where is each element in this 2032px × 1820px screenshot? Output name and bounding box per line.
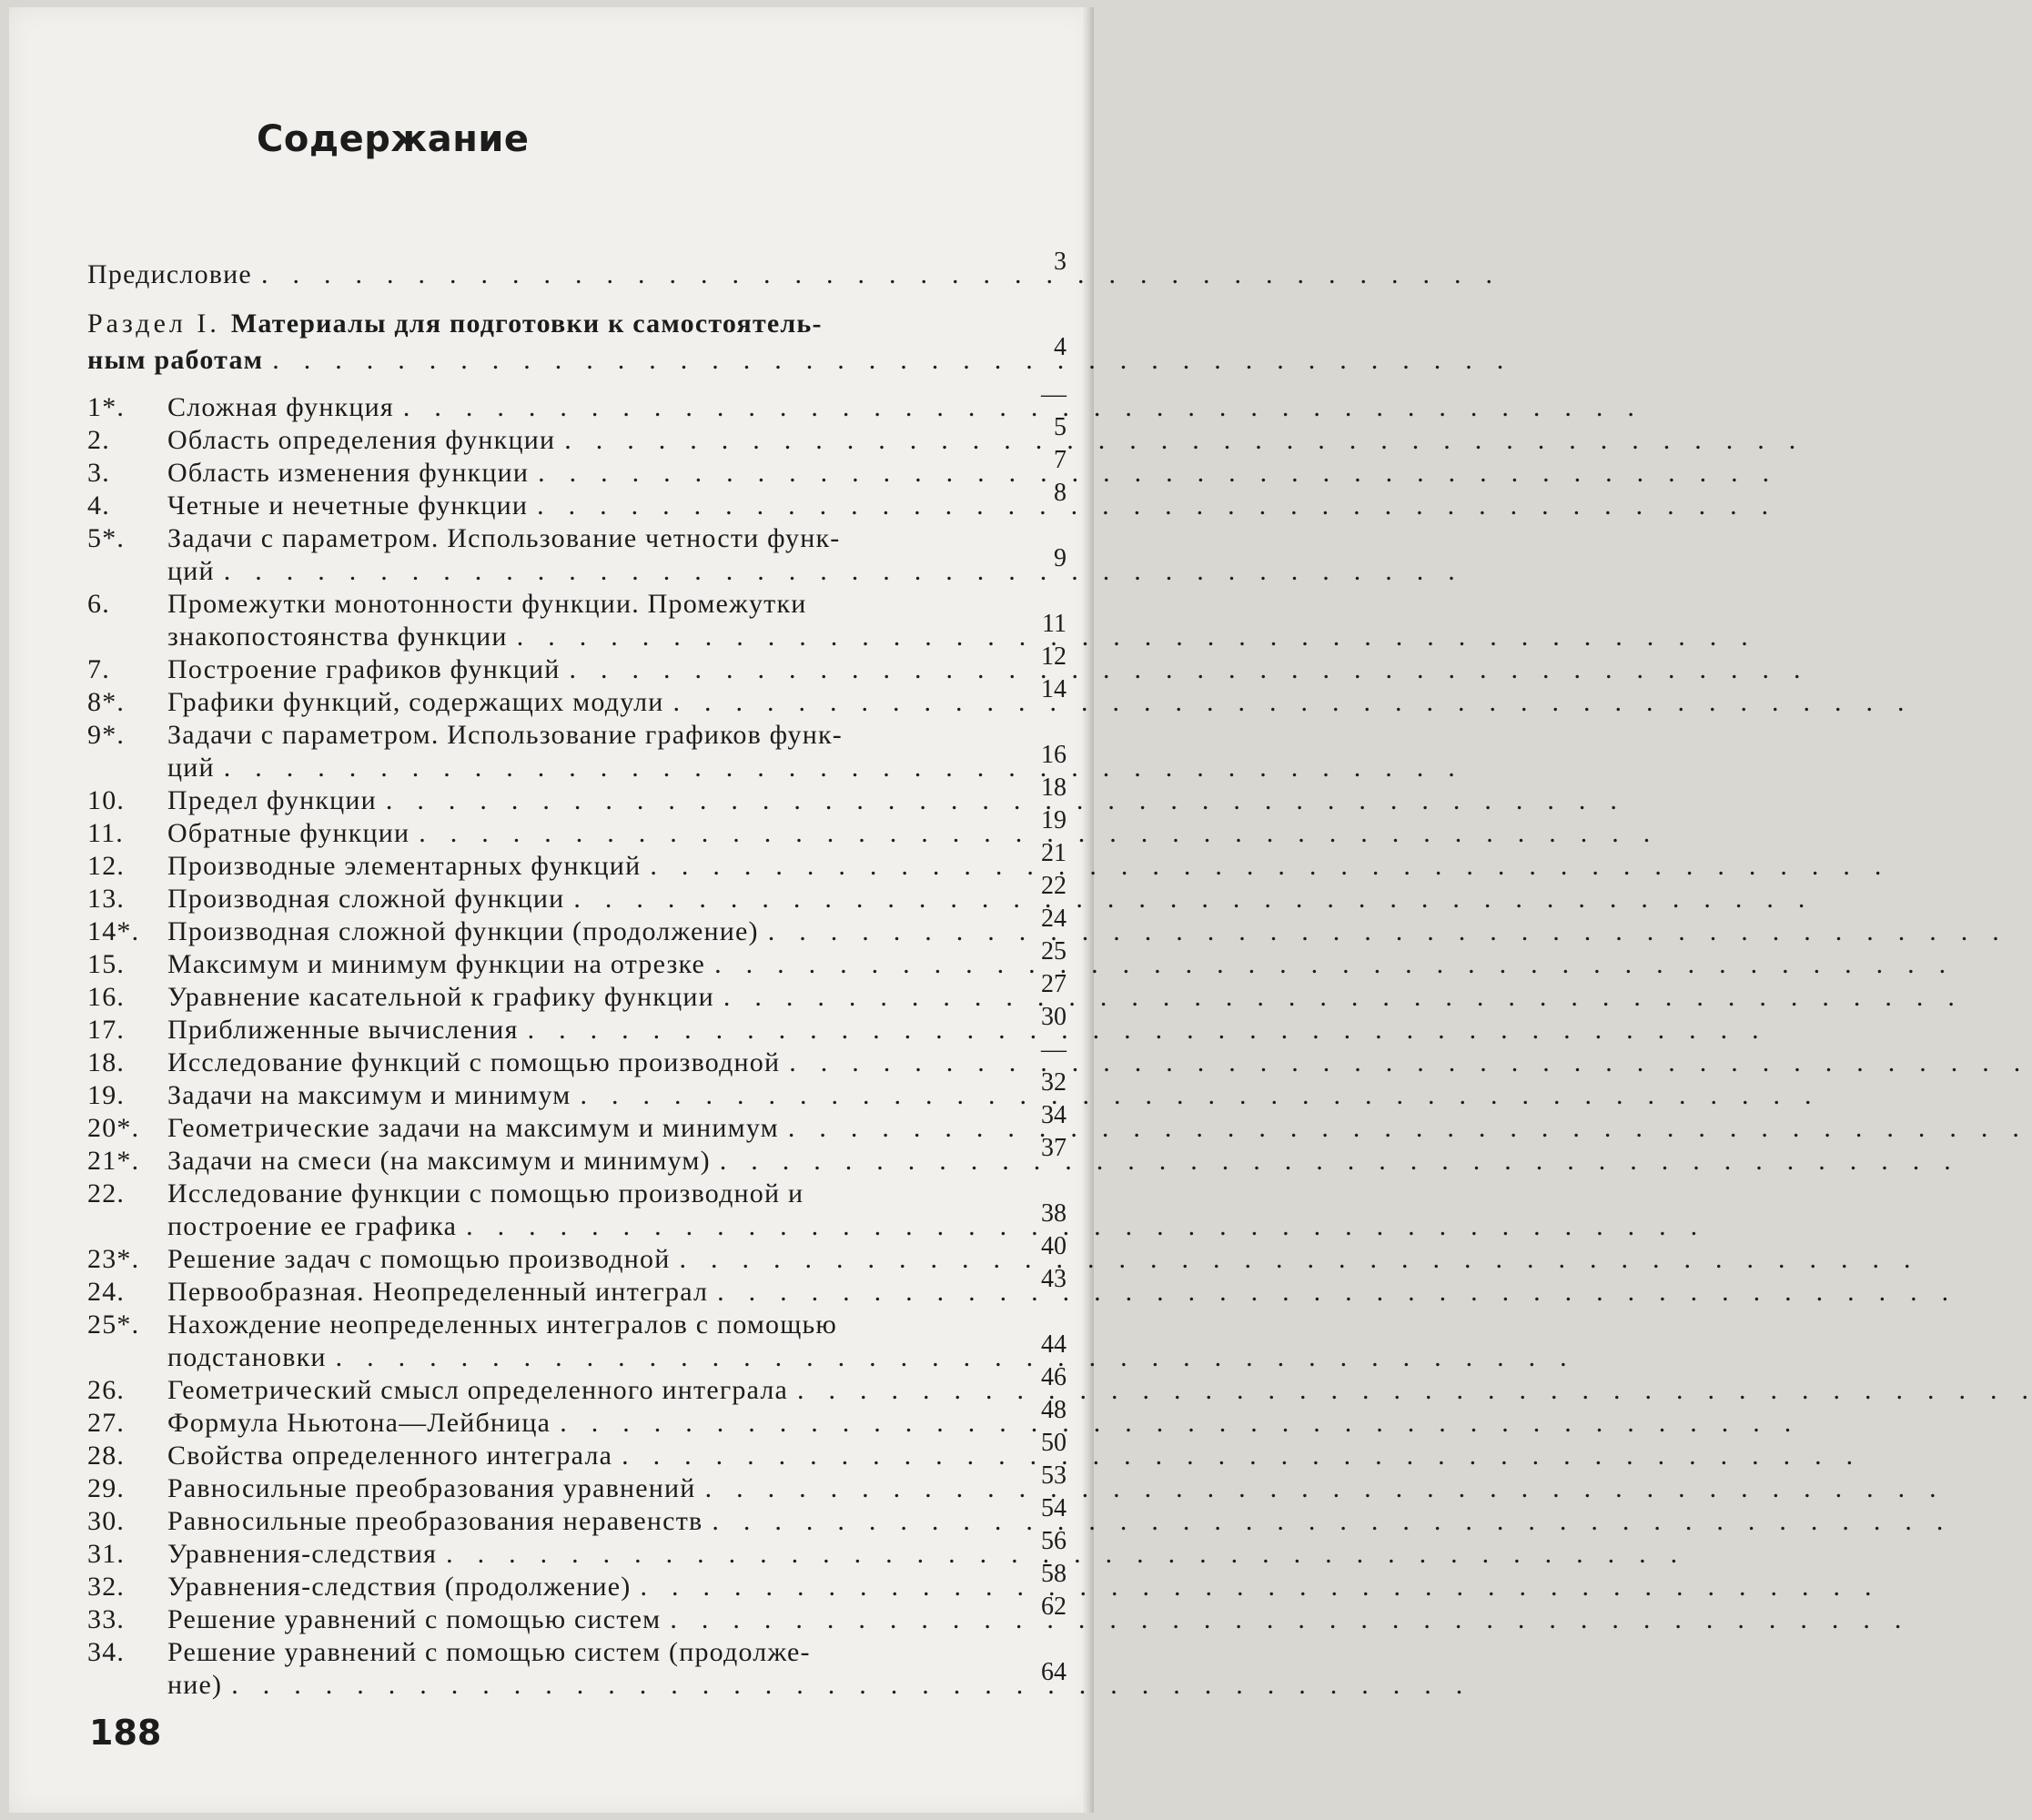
- toc-leader-dots: [631, 1571, 985, 1603]
- toc-entry-text: Решение уравнений с помощью систем: [167, 1604, 662, 1634]
- toc-entry-text: Исследование функций с помощью производной: [167, 1047, 781, 1077]
- toc-page-ref: 8: [1054, 479, 1067, 507]
- toc-entry-number: 14*.: [87, 916, 140, 946]
- toc-leader-dots: [703, 1505, 985, 1538]
- toc-entry-number: 22.: [87, 1178, 126, 1208]
- toc-entry-text: Нахождение неопределенных интегралов с помощью: [167, 1309, 838, 1340]
- toc-entry-number: 1*.: [87, 392, 126, 422]
- toc-entry-text: Задачи на смеси (на максимум и минимум): [167, 1146, 711, 1176]
- toc-entry-text: построение ее графика: [167, 1211, 458, 1241]
- toc-leader-dots: [551, 1407, 985, 1440]
- toc-leader-dots: [708, 1276, 985, 1309]
- toc-page-ref: 18: [1041, 774, 1067, 802]
- toc-entry-text: Четные и нечетные функции: [167, 490, 529, 521]
- toc-page-ref: 32: [1041, 1068, 1067, 1097]
- toc-page-ref: —: [1041, 380, 1067, 409]
- toc-entry-text: Задачи с параметром. Использование графиков функ-: [167, 720, 843, 750]
- toc-entry-number: 25*.: [87, 1309, 140, 1340]
- page-title: Содержание: [257, 118, 530, 160]
- toc-page-ref: 3: [1054, 248, 1067, 276]
- toc-entry-text: Исследование функции с помощью производной и: [167, 1178, 804, 1208]
- toc-page-ref: 48: [1041, 1396, 1067, 1424]
- toc-entry-number: 2.: [87, 425, 110, 455]
- toc-page-ref: 19: [1041, 806, 1067, 834]
- toc-leader-dots: [564, 883, 985, 915]
- toc-entry-number: 13.: [87, 884, 126, 914]
- toc-leader-dots: [327, 1341, 985, 1374]
- toc-page-ref: 56: [1041, 1527, 1067, 1555]
- toc-page-ref: 16: [1041, 741, 1067, 769]
- toc-page-ref: 54: [1041, 1494, 1067, 1522]
- toc-leader-dots: [661, 1603, 985, 1636]
- toc-entry: [87, 981, 985, 1014]
- toc-leader-dots: [377, 784, 985, 817]
- toc-entry-text: Уравнение касательной к графику функции: [167, 982, 714, 1012]
- toc-entry: [87, 1440, 985, 1472]
- toc-entry: [87, 391, 985, 424]
- toc-entry-number: 18.: [87, 1047, 126, 1077]
- toc-page-ref: 24: [1041, 905, 1067, 933]
- toc-entry-text: Предел функции: [167, 785, 377, 815]
- toc-entry-number: 5*.: [87, 523, 126, 553]
- toc-page-ref: 44: [1041, 1330, 1067, 1359]
- toc-leader-dots: [528, 490, 985, 522]
- table-of-contents: [9, 7, 1094, 1813]
- section-title: Материалы для подготовки к самостоятель-: [230, 308, 823, 339]
- toc-entry: [87, 850, 985, 883]
- toc-entry-number: 31.: [87, 1539, 126, 1569]
- toc-page-ref: 21: [1041, 839, 1067, 867]
- toc-entry-number: 9*.: [87, 720, 126, 750]
- toc-entry-text: ций: [167, 753, 215, 783]
- toc-page-ref: 62: [1041, 1592, 1067, 1621]
- toc-line-intro: [87, 258, 985, 291]
- toc-entry: [87, 1505, 985, 1538]
- toc-leader-dots: [714, 981, 985, 1014]
- toc-leader-dots: [519, 1014, 985, 1046]
- toc-page-ref: 53: [1041, 1461, 1067, 1490]
- toc-entry: [87, 1210, 985, 1243]
- toc-entry-number: 7.: [87, 654, 110, 684]
- toc-section-line-1: [87, 308, 985, 340]
- toc-leader-dots: [561, 653, 985, 686]
- toc-entry: [87, 1014, 985, 1046]
- toc-entry: [87, 1472, 985, 1505]
- toc-leader-dots: [670, 1243, 985, 1276]
- toc-page-ref: 22: [1041, 872, 1067, 900]
- section-title-cont: ным работам: [87, 345, 264, 375]
- toc-leader-dots: [457, 1210, 985, 1243]
- toc-entry: [87, 817, 985, 850]
- toc-page-ref: 9: [1054, 544, 1067, 572]
- toc-entry-text: Решение уравнений с помощью систем (продолже-: [167, 1637, 811, 1667]
- section-prefix: Раздел I.: [87, 308, 220, 339]
- toc-entry-text: Промежутки монотонности функции. Промежутки: [167, 589, 807, 619]
- toc-page-ref: 14: [1041, 675, 1067, 703]
- toc-entry-text: Формула Ньютона—Лейбница: [167, 1408, 551, 1438]
- toc-entry: [87, 1079, 985, 1112]
- toc-entry: [87, 1145, 985, 1178]
- toc-entry-number: 24.: [87, 1277, 126, 1307]
- toc-page-ref: 5: [1054, 413, 1067, 441]
- toc-entry-number: 3.: [87, 458, 110, 488]
- toc-entry-text: ций: [167, 556, 215, 586]
- toc-entry-number: 15.: [87, 949, 126, 979]
- toc-entry-text: Решение задач с помощью производной: [167, 1244, 671, 1274]
- toc-entry-text: Обратные функции: [167, 818, 410, 848]
- toc-entry-number: 21*.: [87, 1146, 140, 1176]
- toc-entry-number: 10.: [87, 785, 126, 815]
- toc-entry-text: Приближенные вычисления: [167, 1015, 519, 1045]
- toc-entry-number: 16.: [87, 982, 126, 1012]
- toc-entry: [87, 424, 985, 457]
- toc-entry-number: 12.: [87, 851, 126, 881]
- toc-entry-text: Производные элементарных функций: [167, 851, 642, 881]
- toc-entry: [87, 784, 985, 817]
- toc-entry: [87, 555, 985, 588]
- toc-page-ref: 4: [1054, 333, 1067, 361]
- toc-leader-dots: [437, 1538, 985, 1571]
- toc-entry: [87, 752, 985, 784]
- toc-leader-dots: [263, 344, 985, 377]
- toc-entry: [87, 1178, 985, 1210]
- toc-entry-number: 20*.: [87, 1113, 140, 1143]
- toc-entry-text: знакопостоянства функции: [167, 622, 508, 652]
- toc-entry: [87, 1374, 985, 1407]
- toc-entry-number: 8*.: [87, 687, 126, 717]
- toc-page-ref: 50: [1041, 1429, 1067, 1457]
- toc-entry-number: 33.: [87, 1604, 126, 1634]
- toc-entry-number: 19.: [87, 1080, 126, 1110]
- toc-leader-dots: [612, 1440, 985, 1472]
- toc-leader-dots: [508, 621, 985, 653]
- page-number: 188: [89, 1713, 162, 1753]
- toc-leader-dots: [222, 1669, 985, 1702]
- toc-page-ref: 12: [1041, 642, 1067, 671]
- toc-entry: [87, 1046, 985, 1079]
- toc-leader-dots: [252, 258, 985, 291]
- toc-leader-dots: [555, 424, 985, 457]
- toc-page-ref: 11: [1042, 610, 1067, 638]
- toc-entry: [87, 1636, 985, 1669]
- toc-entry: [87, 457, 985, 490]
- toc-entry: [87, 1341, 985, 1374]
- toc-leader-dots: [711, 1145, 985, 1178]
- toc-entry-text: Геометрический смысл определенного интеграла: [167, 1375, 789, 1405]
- toc-entry-number: 17.: [87, 1015, 126, 1045]
- toc-entry-text: Уравнения-следствия: [167, 1539, 438, 1569]
- toc-page-ref: 30: [1041, 1003, 1067, 1031]
- toc-page-ref: 46: [1041, 1363, 1067, 1391]
- toc-page-ref: 40: [1041, 1232, 1067, 1260]
- toc-entry-text: Максимум и минимум функции на отрезке: [167, 949, 706, 979]
- toc-entry-text: Сложная функция: [167, 392, 394, 422]
- toc-leader-dots: [394, 391, 985, 424]
- toc-entry-text: Область определения функции: [167, 425, 556, 455]
- toc-entry-text: Равносильные преобразования неравенств: [167, 1506, 703, 1536]
- toc-entry-text: Построение графиков функций: [167, 654, 561, 684]
- toc-page-ref: 64: [1041, 1658, 1067, 1686]
- toc-entry-text: Производная сложной функции: [167, 884, 565, 914]
- toc-leader-dots: [664, 686, 986, 719]
- toc-entry-number: 28.: [87, 1441, 126, 1471]
- toc-entry-text: ние): [167, 1670, 223, 1700]
- toc-leader-dots: [529, 457, 985, 490]
- toc-leader-dots: [571, 1079, 985, 1112]
- toc-entry-text: подстановки: [167, 1342, 327, 1372]
- toc-entry-number: 29.: [87, 1473, 126, 1503]
- toc-entry: [87, 621, 985, 653]
- toc-leader-dots: [215, 752, 985, 784]
- toc-entry: [87, 1669, 985, 1702]
- toc-entry: [87, 1276, 985, 1309]
- toc-page-ref: 25: [1041, 937, 1067, 966]
- toc-leader-dots: [759, 915, 985, 948]
- toc-entry: [87, 1603, 985, 1636]
- toc-entry-text: Уравнения-следствия (продолжение): [167, 1572, 632, 1602]
- toc-page-ref: 58: [1041, 1560, 1067, 1588]
- toc-entry: [87, 883, 985, 915]
- toc-entry-number: 26.: [87, 1375, 126, 1405]
- toc-entry-number: 4.: [87, 490, 110, 521]
- toc-entry-text: Область изменения функции: [167, 458, 530, 488]
- toc-entry: [87, 1243, 985, 1276]
- toc-entry: [87, 1407, 985, 1440]
- toc-section-line-2: [87, 344, 985, 377]
- toc-entry-text: Производная сложной функции (продолжение): [167, 916, 759, 946]
- toc-entry-text: Первообразная. Неопределенный интеграл: [167, 1277, 709, 1307]
- toc-entry-number: 34.: [87, 1637, 126, 1667]
- toc-entry: [87, 522, 985, 555]
- toc-leader-dots: [779, 1112, 985, 1145]
- toc-entry-number: 23*.: [87, 1244, 140, 1274]
- toc-entry-text: Геометрические задачи на максимум и минимум: [167, 1113, 779, 1143]
- toc-entry: [87, 686, 985, 719]
- toc-entry: [87, 653, 985, 686]
- toc-page-ref: 43: [1041, 1265, 1067, 1293]
- toc-entry: [87, 1571, 985, 1603]
- toc-entry: [87, 915, 985, 948]
- toc-entry: [87, 1538, 985, 1571]
- toc-entry: [87, 719, 985, 752]
- toc-page-ref: 34: [1041, 1101, 1067, 1129]
- toc-page-ref: —: [1041, 1036, 1067, 1064]
- toc-entry-number: 32.: [87, 1572, 126, 1602]
- toc-entry-text: Задачи с параметром. Использование четности функ-: [167, 523, 841, 553]
- toc-entry-text: Равносильные преобразования уравнений: [167, 1473, 696, 1503]
- toc-page-ref: 27: [1041, 970, 1067, 998]
- toc-entry-text: Свойства определенного интеграла: [167, 1441, 613, 1471]
- toc-leader-dots: [215, 555, 985, 588]
- toc-leader-dots: [705, 948, 985, 981]
- toc-page-ref: 7: [1054, 446, 1067, 474]
- toc-leader-dots: [788, 1374, 985, 1407]
- toc-entry-number: 6.: [87, 589, 110, 619]
- toc-page-ref: 37: [1041, 1134, 1067, 1162]
- toc-leader-dots: [780, 1046, 985, 1079]
- toc-entry: [87, 948, 985, 981]
- toc-entry: [87, 588, 985, 621]
- toc-leader-dots: [409, 817, 985, 850]
- toc-entry: [87, 490, 985, 522]
- book-page: [9, 7, 1094, 1813]
- toc-page-ref: 38: [1041, 1199, 1067, 1228]
- toc-leader-dots: [696, 1472, 985, 1505]
- toc-entry-text: Задачи на максимум и минимум: [167, 1080, 571, 1110]
- toc-entry: [87, 1309, 985, 1341]
- toc-entry: [87, 1112, 985, 1145]
- toc-entry-text: Предисловие: [87, 259, 252, 289]
- toc-entry-number: 11.: [87, 818, 124, 848]
- toc-entry-number: 30.: [87, 1506, 126, 1536]
- toc-leader-dots: [641, 850, 985, 883]
- toc-entry-text: Графики функций, содержащих модули: [167, 687, 664, 717]
- toc-entry-number: 27.: [87, 1408, 126, 1438]
